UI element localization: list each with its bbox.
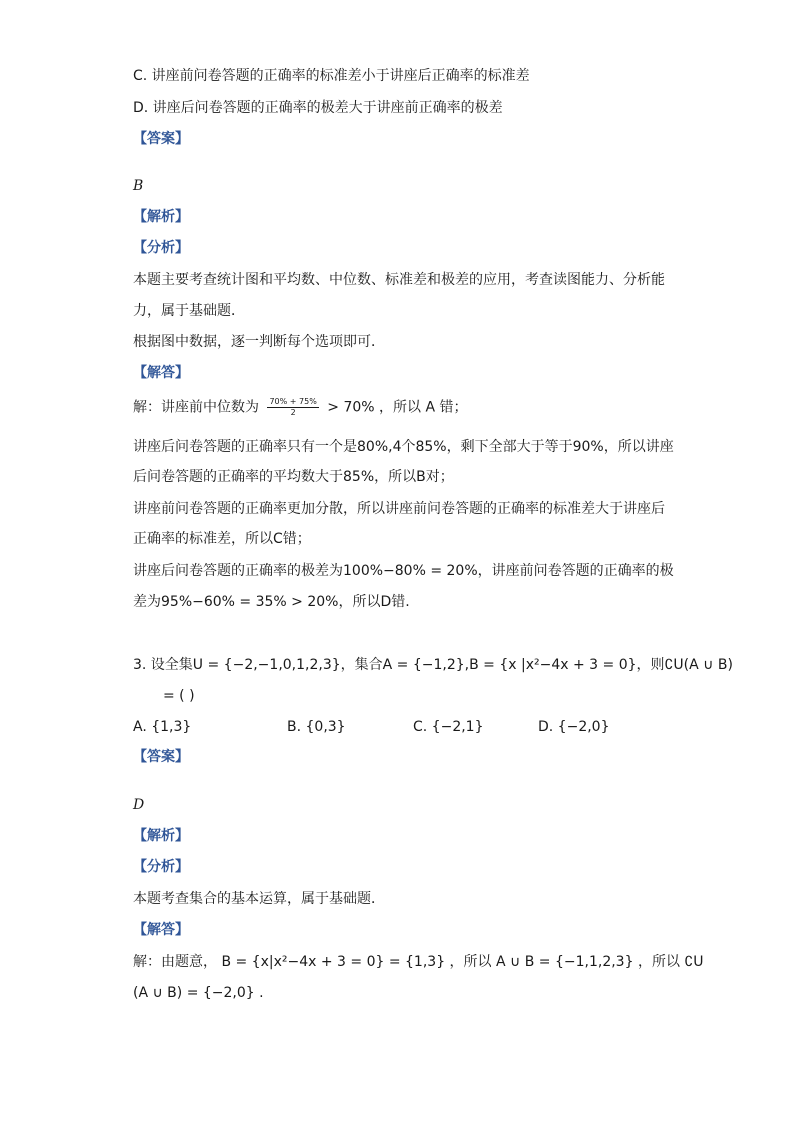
- q3-solution-line2: (A ∪ B) = {−2,0} .: [133, 985, 264, 1001]
- q2-solution-c1: 讲座前问卷答题的正确率更加分散，所以讲座前问卷答题的正确率的标准差大于讲座后: [133, 501, 665, 517]
- q2-solution-suffix: > 70% ，所以 A 错；: [327, 399, 468, 416]
- fraction-denominator: 2: [290, 408, 296, 417]
- q2-option-c: C. 讲座前问卷答题的正确率的标准差小于讲座后正确率的标准差: [133, 68, 530, 84]
- q2-fenxi-line1: 本题主要考查统计图和平均数、中位数、标准差和极差的应用，考查读图能力、分析能: [133, 272, 665, 288]
- q2-solution-prefix: 解：讲座前中位数为: [133, 399, 259, 416]
- q3-answer-heading: 【答案】: [133, 749, 189, 765]
- q3-option-a: A. {1,3}: [133, 719, 192, 735]
- q3-answer-value: D: [133, 797, 145, 813]
- q3-fenxi-line1: 本题考查集合的基本运算，属于基础题．: [133, 891, 385, 907]
- q2-fenxi-line2: 力，属于基础题．: [133, 303, 245, 319]
- q2-solution-d1: 讲座后问卷答题的正确率的极差为100%−80% = 20%，讲座前问卷答题的正确率的极: [133, 563, 674, 579]
- q2-jieda-heading: 【解答】: [133, 365, 189, 381]
- q2-fenxi-line3: 根据图中数据，逐一判断每个选项即可．: [133, 334, 385, 350]
- fraction-numerator: 70% + 75%: [269, 397, 317, 406]
- q3-option-c: C. {−2,1}: [413, 719, 484, 735]
- q2-option-d: D. 讲座后问卷答题的正确率的极差大于讲座前正确率的极差: [133, 100, 503, 116]
- q2-answer-heading: 【答案】: [133, 131, 189, 147]
- q2-jiexi-heading: 【解析】: [133, 209, 189, 225]
- q2-solution-d2: 差为95%−60% = 35% > 20%，所以D错.: [133, 594, 410, 610]
- q2-solution-median: [133, 397, 468, 418]
- q2-solution-b2: 后问卷答题的正确率的平均数大于85%，所以B对；: [133, 469, 454, 485]
- q2-solution-c2: 正确率的标准差，所以C错；: [133, 531, 311, 547]
- q3-jiexi-heading: 【解析】: [133, 828, 189, 844]
- q3-stem-line1: 3. 设全集U = {−2,−1,0,1,2,3}，集合A = {−1,2},B = {x |x²−4x + 3 = 0}，则∁U(A ∪ B): [133, 657, 733, 673]
- q3-option-d: D. {−2,0}: [538, 719, 610, 735]
- q3-stem-line2: = ( ): [163, 688, 195, 704]
- q2-fenxi-heading: 【分析】: [133, 240, 189, 256]
- q3-jieda-heading: 【解答】: [133, 922, 189, 938]
- q3-option-b: B. {0,3}: [287, 719, 346, 735]
- q2-solution-b1: 讲座后问卷答题的正确率只有一个是80%,4个85%，剩下全部大于等于90%，所以讲座: [133, 439, 674, 455]
- q2-answer-value: B: [133, 178, 144, 194]
- median-fraction: [267, 397, 318, 418]
- q3-fenxi-heading: 【分析】: [133, 859, 189, 875]
- q3-solution-line1: 解：由题意， B = {x|x²−4x + 3 = 0} = {1,3} ，所以 A ∪ B = {−1,1,2,3} ，所以 ∁U: [133, 954, 704, 970]
